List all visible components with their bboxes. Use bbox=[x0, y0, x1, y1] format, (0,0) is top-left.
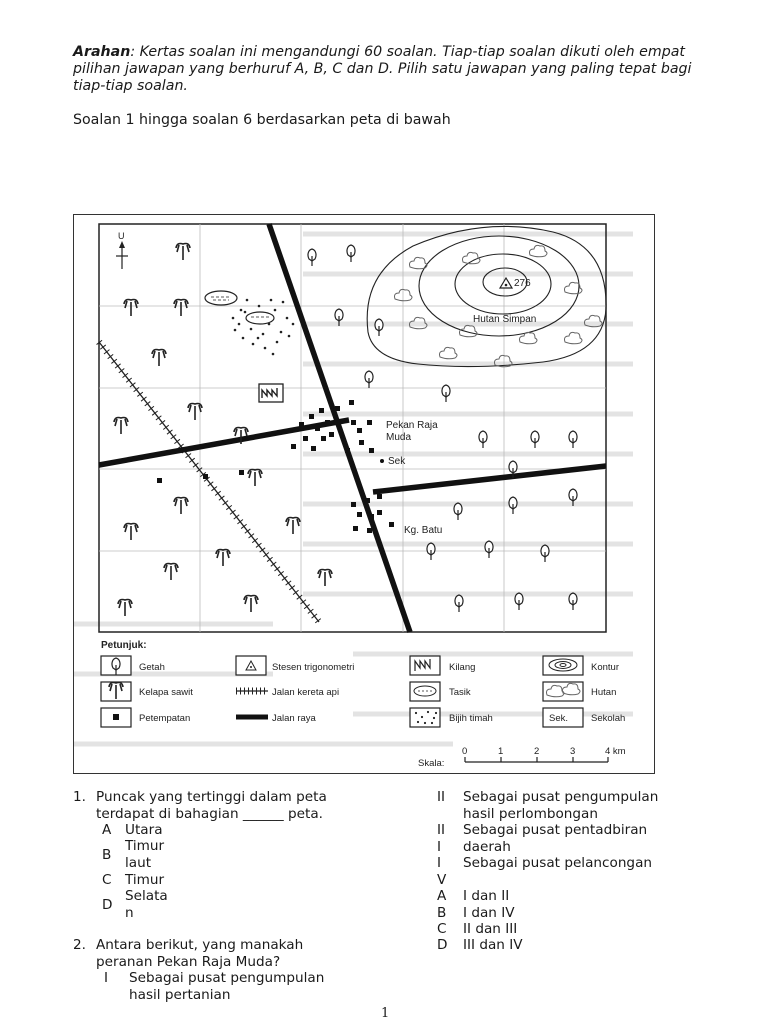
height-label: 276 bbox=[514, 278, 531, 289]
village-label: Kg. Batu bbox=[404, 525, 443, 536]
instructions-text: : Kertas soalan ini mengandungi 60 soalan. Tiap-tiap soalan dikuti oleh empat pilihan jawapan yang berhuruf A, B, C dan D. Pilih satu jawapan yang paling tepat bagi tiap-tiap soalan. bbox=[73, 44, 692, 94]
stmt4-numeral-b: V bbox=[437, 872, 447, 888]
q2-stmt1-line2: hasil pertanian bbox=[129, 987, 231, 1003]
legend-rubber-label: Getah bbox=[139, 662, 165, 673]
q1-option-b-letter[interactable]: B bbox=[102, 847, 112, 863]
legend-railway-label: Jalan kereta api bbox=[272, 687, 340, 698]
town-label-line2: Muda bbox=[386, 432, 412, 443]
scale-tick-0: 0 bbox=[462, 746, 468, 757]
q2-number: 2. bbox=[73, 937, 86, 953]
stmt3-line1: Sebagai pusat pentadbiran bbox=[463, 822, 648, 838]
q2-option-d-letter[interactable]: D bbox=[437, 937, 448, 953]
q1-option-b-text2[interactable]: laut bbox=[125, 855, 152, 871]
q2-stmt1-line1: Sebagai pusat pengumpulan bbox=[129, 970, 325, 986]
stmt3-line2: daerah bbox=[463, 839, 511, 855]
q1-text-line1: Puncak yang tertinggi dalam peta bbox=[96, 789, 327, 805]
q1-option-c-letter[interactable]: C bbox=[102, 872, 112, 888]
q1-option-d-text2[interactable]: n bbox=[125, 905, 134, 921]
stmt2-line2: hasil perlombongan bbox=[463, 806, 598, 822]
stmt3-numeral-a: II bbox=[437, 822, 446, 838]
q2-option-a-letter[interactable]: A bbox=[437, 888, 447, 904]
legend-rubber-swatch bbox=[101, 656, 131, 675]
instructions-label: Arahan bbox=[73, 44, 131, 60]
school-label: Sek bbox=[388, 456, 406, 467]
q2-option-c-text[interactable]: II dan III bbox=[463, 921, 518, 937]
legend-trig-label: Stesen trigonometri bbox=[272, 662, 355, 673]
q2-option-b-letter[interactable]: B bbox=[437, 905, 447, 921]
stmt4-numeral-a: I bbox=[437, 855, 442, 871]
legend-palm-label: Kelapa sawit bbox=[139, 687, 193, 698]
stmt3-numeral-b: I bbox=[437, 839, 442, 855]
scale-tick-1: 1 bbox=[498, 746, 504, 757]
page-number: 1 bbox=[381, 1006, 390, 1021]
legend-forest-label: Hutan bbox=[591, 687, 617, 698]
scale-tick-3: 3 bbox=[570, 746, 576, 757]
legend-lake-swatch bbox=[410, 682, 440, 701]
intro-text: Soalan 1 hingga soalan 6 berdasarkan peta di bawah bbox=[73, 112, 451, 128]
stmt2-numeral: II bbox=[437, 789, 446, 805]
q2-stmt1-numeral: I bbox=[104, 970, 109, 986]
q1-text-line2: terdapat di bahagian ______ peta. bbox=[96, 806, 323, 822]
legend-school-label: Sekolah bbox=[591, 713, 626, 724]
legend-school-symbol: Sek. bbox=[549, 713, 569, 724]
q2-option-b-text[interactable]: I dan IV bbox=[463, 905, 515, 921]
q1-option-a-text[interactable]: Utara bbox=[125, 822, 163, 838]
topographic-map bbox=[73, 214, 655, 774]
forest-label: Hutan Simpan bbox=[473, 314, 537, 325]
legend-factory-swatch bbox=[410, 656, 440, 675]
q1-number: 1. bbox=[73, 789, 86, 805]
q2-option-d-text[interactable]: III dan IV bbox=[463, 937, 523, 953]
legend-settlement-label: Petempatan bbox=[139, 713, 191, 724]
stmt4-line1: Sebagai pusat pelancongan bbox=[463, 855, 653, 871]
instructions bbox=[73, 44, 713, 95]
legend-tin-label: Bijih timah bbox=[449, 713, 493, 724]
legend-settlement-swatch bbox=[101, 708, 131, 727]
north-label: U bbox=[118, 231, 125, 241]
legend-tin-swatch bbox=[410, 708, 440, 727]
scale-tick-2: 2 bbox=[534, 746, 540, 757]
scale-tick-4: 4 km bbox=[605, 746, 626, 757]
legend-contour-label: Kontur bbox=[591, 662, 619, 673]
school-dot bbox=[380, 459, 384, 463]
stmt2-line1: Sebagai pusat pengumpulan bbox=[463, 789, 659, 805]
legend-palm-swatch bbox=[101, 682, 131, 701]
q1-option-b-text1[interactable]: Timur bbox=[125, 838, 165, 854]
scale-label: Skala: bbox=[418, 758, 445, 769]
legend-title: Petunjuk: bbox=[101, 640, 147, 651]
q1-option-a-letter[interactable]: A bbox=[102, 822, 112, 838]
q1-option-d-text1[interactable]: Selata bbox=[125, 888, 168, 904]
legend-factory-label: Kilang bbox=[449, 662, 476, 673]
legend-forest-swatch bbox=[543, 682, 583, 701]
q1-option-c-text[interactable]: Timur bbox=[125, 872, 165, 888]
legend-trig-swatch bbox=[236, 656, 266, 675]
town-label-line1: Pekan Raja bbox=[386, 420, 438, 431]
legend-contour-swatch bbox=[543, 656, 583, 675]
q2-text-line1: Antara berikut, yang manakah bbox=[96, 937, 304, 953]
q2-text-line2: peranan Pekan Raja Muda? bbox=[96, 954, 281, 970]
q2-option-c-letter[interactable]: C bbox=[437, 921, 447, 937]
legend-lake-label: Tasik bbox=[449, 687, 471, 698]
legend-road-label: Jalan raya bbox=[272, 713, 316, 724]
q2-option-a-text[interactable]: I dan II bbox=[463, 888, 510, 904]
factory-icon bbox=[259, 384, 283, 402]
q1-option-d-letter[interactable]: D bbox=[102, 897, 113, 913]
